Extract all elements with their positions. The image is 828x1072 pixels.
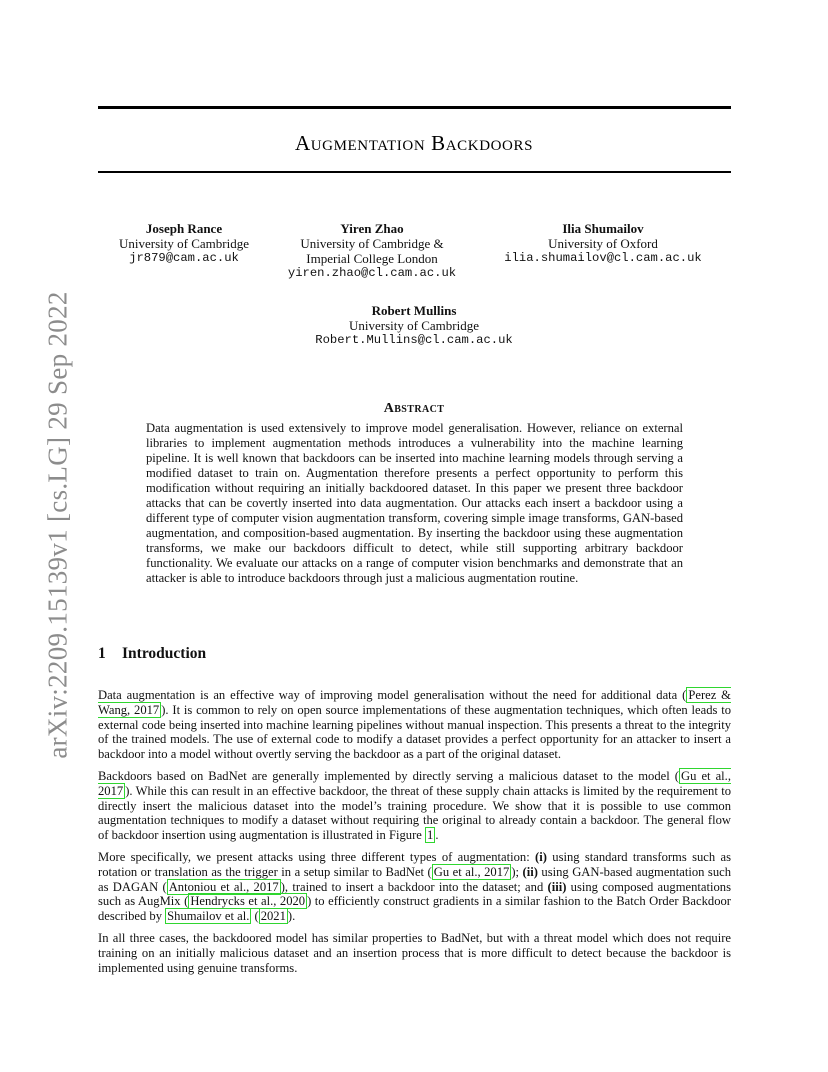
text-run: ). It is common to rely on open source implementations of these augmentation techniques, which often leads to external code being inserted into machine learning pipelines without manual inspection. This presents a threat to the integrity of the trained models. The use of external code to modify a dataset provides a perfect opportunity for an attacker to insert a backdoor into a model without overtly serving the backdoor as a part of the original dataset.	[98, 702, 731, 762]
author-block	[294, 303, 534, 348]
text-run: (	[251, 909, 259, 924]
text-run: ) to efficiently construct gradients in a similar fashion to the Batch Order Backdoor described by	[98, 894, 731, 924]
author-affiliation: University of Oxford	[548, 236, 658, 251]
author-block	[104, 221, 264, 266]
author-name: Joseph Rance	[145, 221, 223, 236]
title-top-rule	[98, 106, 731, 109]
text-run: In all three cases, the backdoored model has similar properties to BadNet, but with a threat model which does not require training on an initially malicious dataset and an insertion process that is more difficult to detect because the backdoor is implemented using genuine transforms.	[98, 930, 731, 975]
citation-link[interactable]: Antoniou et al., 2017	[168, 879, 279, 894]
figure-reference-link[interactable]: 1	[427, 828, 434, 843]
author-email[interactable]: ilia.shumailov@cl.cam.ac.uk	[504, 251, 702, 265]
paper-title: Augmentation Backdoors	[294, 131, 534, 155]
citation-link[interactable]: Hendrycks et al., 2020	[190, 894, 306, 909]
author-name: Yiren Zhao	[340, 221, 404, 236]
author-name: Robert Mullins	[371, 303, 457, 318]
citation-link[interactable]: 2021	[260, 909, 286, 924]
arxiv-identifier-stamp: arXiv:2209.15139v1 [cs.LG] 29 Sep 2022	[42, 291, 73, 759]
text-run: using standard transforms such as rotation or translation as the trigger in a setup similar to BadNet (	[98, 849, 731, 879]
citation-link[interactable]: Gu et al., 2017	[433, 864, 510, 879]
text-run: .	[435, 828, 439, 843]
section-number: 1	[98, 645, 106, 662]
author-affiliation: University of Cambridge	[349, 318, 479, 333]
enumeration-label: (iii)	[547, 879, 567, 894]
author-email[interactable]: Robert.Mullins@cl.cam.ac.uk	[315, 333, 513, 347]
citation-link[interactable]: Perez & Wang, 2017	[98, 688, 731, 717]
paragraph	[98, 931, 731, 975]
section-heading	[98, 645, 206, 663]
author-affiliation: Imperial College London	[306, 251, 438, 266]
text-run: More specifically, we present attacks using three different types of augmentation:	[98, 849, 536, 864]
section-title: Introduction	[122, 645, 207, 662]
author-block	[270, 221, 474, 281]
author-affiliation: University of Cambridge	[119, 236, 249, 251]
text-run: ).	[287, 909, 296, 924]
text-run: using composed augmentations such as AugMix (	[98, 879, 731, 909]
text-run: ), trained to insert a backdoor into the dataset; and	[280, 879, 548, 894]
abstract-text: Data augmentation is used extensively to improve model generalisation. However, reliance on external libraries to implement augmentation methods introduces a vulnerability into the machine learning pipeline. It is well known that backdoors can be inserted into machine learning models through serving a modified dataset to train on. Augmentation therefore presents a perfect opportunity to perform this modification without requiring an initially backdoored dataset. In this paper we present three backdoor attacks that can be covertly inserted into data augmentation. Our attacks each insert a backdoor using a different type of computer vision augmentation transform, covering simple image transforms, GAN-based augmentation, and composition-based augmentation. By inserting the backdoor using these augmentation transforms, we make our backdoors difficult to detect, while still supporting arbitrary backdoor functionality. We evaluate our attacks on a range of computer vision benchmarks and demonstrate that an attacker is able to introduce backdoors through just a malicious augmentation routine.	[146, 421, 683, 586]
text-run: ). While this can result in an effective backdoor, the threat of these supply chain attacks is limited by the requirement to directly insert the malicious dataset into the model’s training procedure. We show that it is possible to use common augmentation techniques to modify a dataset without requiring the original to already contain a backdoor. The general flow of backdoor insertion using augmentation is illustrated in Figure	[98, 783, 731, 843]
author-email[interactable]: yiren.zhao@cl.cam.ac.uk	[287, 266, 457, 280]
abstract-heading: Abstract	[383, 401, 445, 416]
enumeration-label: (ii)	[522, 864, 538, 879]
paragraph	[98, 688, 731, 762]
author-email[interactable]: jr879@cam.ac.uk	[129, 251, 239, 265]
text-run: );	[511, 864, 523, 879]
text-run: Data augmentation is an effective way of improving model generalisation without the need for additional data (	[98, 688, 687, 702]
title-bottom-rule	[98, 171, 731, 173]
author-block	[486, 221, 720, 266]
text-run: Backdoors based on BadNet are generally implemented by directly serving a malicious dataset to the model (	[98, 768, 679, 783]
enumeration-label: (i)	[535, 849, 547, 864]
paragraph	[98, 850, 731, 924]
paragraph	[98, 769, 731, 843]
author-name: Ilia Shumailov	[562, 221, 644, 236]
text-run: using GAN-based augmentation such as DAGAN (	[98, 864, 731, 894]
citation-link[interactable]: Gu et al., 2017	[98, 768, 731, 798]
author-affiliation: University of Cambridge &	[300, 236, 444, 251]
introduction-body	[98, 688, 731, 982]
citation-link[interactable]: Shumailov et al.	[167, 909, 250, 924]
